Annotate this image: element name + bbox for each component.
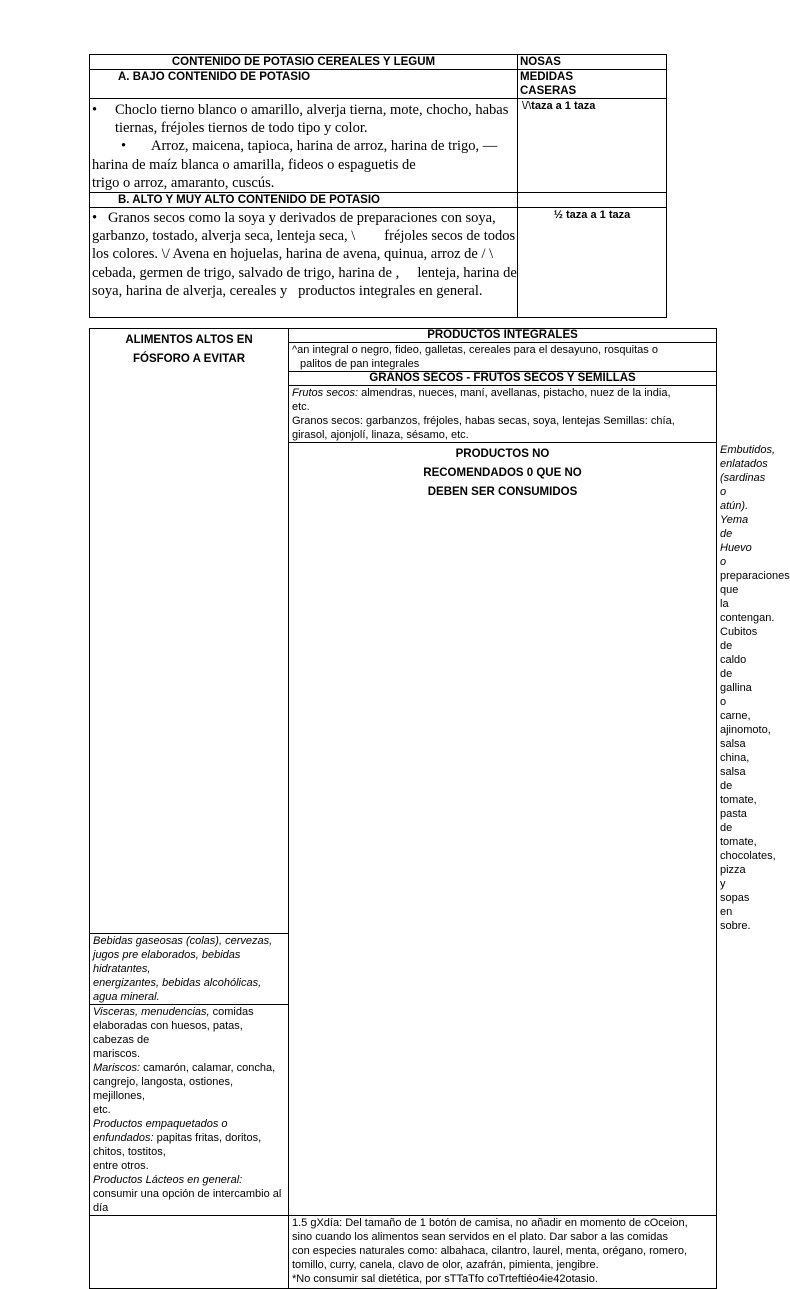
empaquetados-line2: entre otros. [93,1160,149,1172]
visceras-line1: Visceras, menudencias, comidas elaboradas con huesos, patas, cabezas de [93,1006,254,1046]
mariscos-line2: etc. [93,1104,111,1116]
bebidas-cell [90,934,289,1005]
salt-line2: sino cuando los alimentos sean servidos en el plato. Dar sabor a las comidas [292,1231,669,1243]
integral-line1: ^an integral o negro, fideo, galletas, cereales para el desayuno, rosquitas o [292,344,658,356]
high-potassium-measure: ½ taza a 1 taza [518,208,667,318]
left-header-line3: PRODUCTOS NO [455,448,550,460]
high-potassium-foods [90,208,518,318]
potassium-title-row [90,55,667,70]
high-potassium-header-row [90,193,667,208]
high-potassium-row [90,208,667,318]
bebidas-line2: energizantes, bebidas alcohólicas, agua mineral. [93,977,262,1003]
salt-line1: 1.5 gXdía: Del tamaño de 1 botón de camisa, no añadir en momento de cOceion, [292,1217,688,1229]
high-header-empty [518,193,667,208]
integral-products [289,343,717,372]
frutos-secos [289,386,717,443]
potassium-title-right: NOSAS [518,55,667,70]
left-header-line5: DEBEN SER CONSUMIDOS [427,486,578,498]
potassium-title: CONTENIDO DE POTASIO CEREALES Y LEGUM [90,55,518,70]
not-recommended-label [289,443,717,1216]
bullet-icon: • [92,102,98,118]
low-potassium-measure: \/\taza a 1 taza [518,99,667,193]
integral-line2: palitos de pan integrales [300,358,420,370]
left-header-line1: ALIMENTOS ALTOS EN [125,334,253,346]
salt-section [90,1216,717,1289]
measures-header-line1: MEDIDAS [520,71,574,83]
empaquetados-line1: Productos empaquetados o enfundados: papitas fritas, doritos, chitos, tostitos, [93,1118,262,1158]
frutos-line2: etc. [292,401,310,413]
measures-header [518,70,667,99]
mariscos-line1: Mariscos: camarón, calamar, concha, cangrejo, langosta, ostiones, mejillones, [93,1062,276,1102]
low-potassium-row [90,99,667,193]
low-potassium-header: A. BAJO CONTENIDO DE POTASIO [90,70,518,99]
low-foods-line1: • Choclo tierno blanco o amarillo, alverja tierna, mote, chocho, habas [92,102,509,118]
measures-header-line2: CASERAS [520,85,577,97]
not-recommended-section: PRODUCTOS NO RECOMENDADOS 0 QUE NO DEBEN SER CONSUMIDOS Embutidos, enlatados (sardinas o atún). Yema de Huevo o preparaciones que la contengan. Cubitos de caldo de gallina o carne, ajinomoto, salsa china, salsa de tomate, pasta de tomate, chocolates, pizza y sopas en sobre. [90,443,717,934]
salt-label-empty [90,1216,289,1289]
potassium-table [89,54,667,318]
salt-line4: tomillo, curry, canela, clavo de olor, azafrán, pimienta, jengibre. [292,1259,599,1271]
high-foods-line5: soya, harina de alverja, cereales y productos integrales en general. [92,282,483,299]
granos-line2: girasol, ajonjolí, linaza, sésamo, etc. [292,429,469,441]
high-foods-line1: • Granos secos como la soya y derivados de preparaciones con soya, [92,210,496,227]
lacteos-line: Productos Lácteos en general: consumir una opción de intercambio al día [93,1174,282,1214]
low-foods-line2: tiernas, fréjoles tiernos de todo tipo y color. [115,120,368,137]
low-foods-line3: • Arroz, maicena, tapioca, harina de arroz, harina de trigo, — [121,138,498,155]
left-header-line2: FÓSFORO A EVITAR [132,353,246,365]
low-potassium-foods [90,99,518,193]
visceras-line2: mariscos. [93,1048,141,1060]
salt-cell [289,1216,717,1289]
low-foods-line5: trigo o arroz, amaranto, cuscús. [92,174,275,191]
high-foods-line2: garbanzo, tostado, alverja seca, lenteja seca, \ fréjoles secos de todos [92,228,516,245]
salt-line5: *No consumir sal dietética, por sTTaTfo coTrteftiéo4ie42otasio. [292,1273,598,1285]
frutos-line1: Frutos secos: almendras, nueces, maní, avellanas, pistacho, nuez de la india, [292,387,671,399]
bullet-icon: • [121,138,127,155]
high-foods-line4: cebada, germen de trigo, salvado de trigo, harina de , lenteja, harina de [92,264,517,281]
high-potassium-header: B. ALTO Y MUY ALTO CONTENIDO DE POTASIO [90,193,518,208]
low-foods-line4: harina de maíz blanca o amarilla, fideos o espaguetis de [92,156,416,173]
high-foods-line3: los colores. \/ Avena en hojuelas, harina de avena, quinua, arroz de / \ [92,246,494,263]
bebidas-line1: Bebidas gaseosas (colas), cervezas, jugos pre elaborados, bebidas hidratantes, [93,935,273,975]
granos-line1: Granos secos: garbanzos, fréjoles, habas secas, soya, lentejas Semillas: chía, [292,415,675,427]
granos-header: GRANOS SECOS - FRUTOS SECOS Y SEMILLAS [289,372,717,386]
integral-header: PRODUCTOS INTEGRALES [289,329,717,343]
left-header-line4: RECOMENDADOS 0 QUE NO [423,467,582,479]
phosphorus-table [89,328,790,1289]
low-potassium-header-row [90,70,667,99]
high-phosphorus-label [90,329,289,934]
visceras-cell [90,1005,289,1216]
salt-line3: con especies naturales como: albahaca, cilantro, laurel, menta, orégano, romero, [292,1245,687,1257]
phosphorus-section [90,329,717,343]
